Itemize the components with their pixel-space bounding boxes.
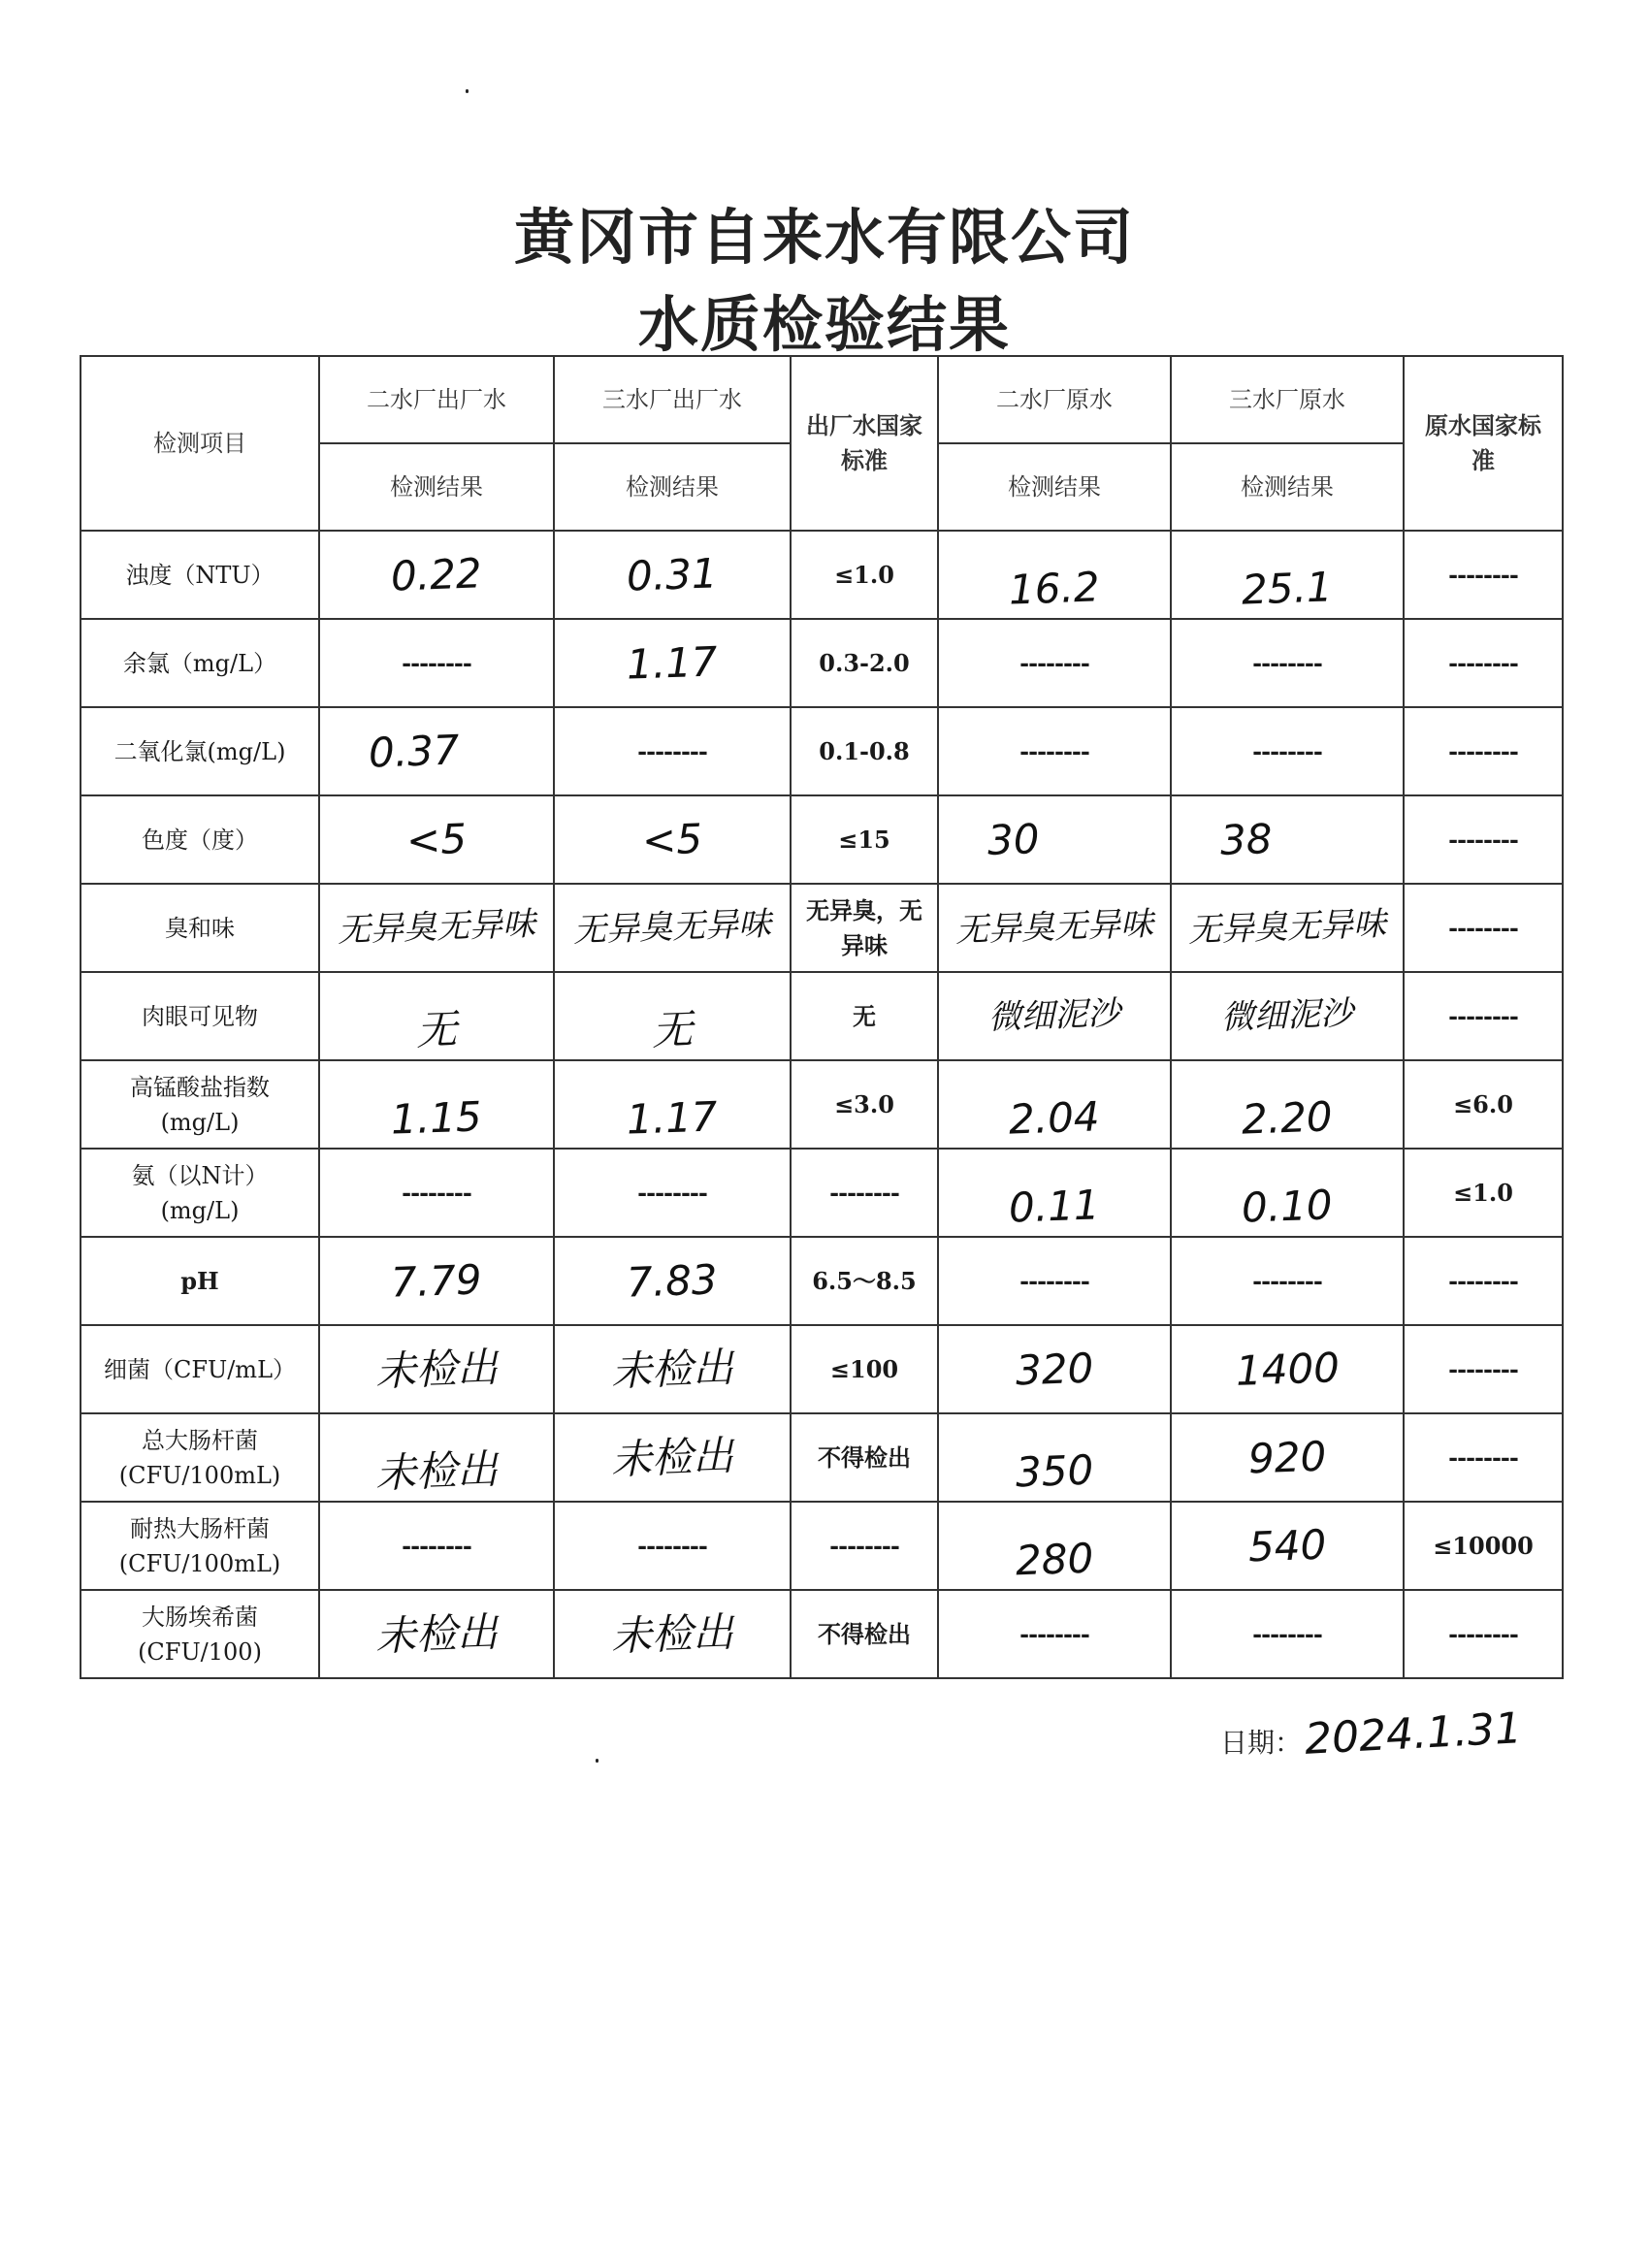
plant3-out-value: -------- xyxy=(554,1149,791,1237)
plant3-raw-value: 25.1 xyxy=(1241,563,1334,614)
row-item: 高锰酸盐指数(mg/L) xyxy=(81,1060,319,1149)
table-row xyxy=(81,531,1563,619)
raw-standard-value: -------- xyxy=(1404,707,1563,795)
row-item: 肉眼可见物 xyxy=(81,972,319,1060)
raw-standard-value: ≤6.0 xyxy=(1404,1060,1563,1149)
row-item: pH xyxy=(81,1237,319,1325)
plant2-out-value: -------- xyxy=(319,1149,554,1237)
plant2-raw-value: 16.2 xyxy=(1008,563,1101,614)
date-value: 2024.1.31 xyxy=(1303,1703,1524,1765)
plant3-raw-value: 2.20 xyxy=(1241,1092,1334,1144)
table-row xyxy=(81,707,1563,795)
row-item: 总大肠杆菌(CFU/100mL) xyxy=(81,1413,319,1502)
header-item: 检测项目 xyxy=(81,356,319,531)
out-standard-value: 无异臭，无异味 xyxy=(791,884,938,972)
table-row xyxy=(81,1502,1563,1590)
out-standard-value: 0.1-0.8 xyxy=(791,707,938,795)
plant3-raw-value: 无异臭无异味 xyxy=(1187,904,1387,951)
row-item: 细菌（CFU/mL） xyxy=(81,1325,319,1413)
plant2-raw-value: -------- xyxy=(938,707,1171,795)
plant3-out-value: -------- xyxy=(554,1502,791,1590)
out-standard-value: -------- xyxy=(791,1502,938,1590)
plant3-raw-value: 微细泥沙 xyxy=(1220,993,1354,1038)
raw-standard-value: -------- xyxy=(1404,795,1563,884)
table-row xyxy=(81,795,1563,884)
scan-speck xyxy=(466,89,469,93)
plant3-out-value: 未检出 xyxy=(610,1431,734,1484)
table-row xyxy=(81,1060,1563,1149)
plant3-raw-value: 540 xyxy=(1247,1520,1327,1571)
header-plant2-raw: 二水厂原水 xyxy=(938,356,1171,443)
row-item: 耐热大肠杆菌(CFU/100mL) xyxy=(81,1502,319,1590)
table-row xyxy=(81,1590,1563,1678)
out-standard-value: 不得检出 xyxy=(791,1413,938,1502)
plant2-raw-value: 320 xyxy=(1015,1344,1094,1395)
raw-standard-value: ≤10000 xyxy=(1404,1502,1563,1590)
plant2-raw-value: -------- xyxy=(938,619,1171,707)
plant2-out-value: 7.79 xyxy=(390,1255,483,1307)
raw-standard-value: -------- xyxy=(1404,1590,1563,1678)
plant2-out-value: -------- xyxy=(319,619,554,707)
plant3-out-value: 0.31 xyxy=(626,549,719,600)
plant3-out-value: 无异臭无异味 xyxy=(572,904,772,951)
row-item: 臭和味 xyxy=(81,884,319,972)
plant2-raw-value: 280 xyxy=(1015,1534,1094,1585)
plant2-raw-value: 2.04 xyxy=(1008,1092,1101,1144)
scan-speck xyxy=(596,1759,598,1763)
plant2-out-value: 无异臭无异味 xyxy=(337,904,536,951)
plant2-out-value: 0.22 xyxy=(390,549,483,600)
water-quality-table xyxy=(80,355,1564,1679)
header-plant2-out: 二水厂出厂水 xyxy=(319,356,554,443)
plant3-out-value: 7.83 xyxy=(626,1255,719,1307)
plant2-out-value: 未检出 xyxy=(374,1343,499,1396)
plant3-raw-value: -------- xyxy=(1171,1590,1404,1678)
out-standard-value: 不得检出 xyxy=(791,1590,938,1678)
plant3-raw-value: 1400 xyxy=(1234,1344,1341,1395)
plant2-out-value: 1.15 xyxy=(390,1092,483,1144)
plant3-out-value: 未检出 xyxy=(610,1343,734,1396)
row-item: 大肠埃希菌(CFU/100) xyxy=(81,1590,319,1678)
plant2-out-value: -------- xyxy=(319,1502,554,1590)
header-result: 检测结果 xyxy=(938,443,1171,531)
header-out-standard: 出厂水国家标准 xyxy=(791,356,938,531)
report-title: 水质检验结果 xyxy=(637,289,1011,360)
plant3-raw-value: -------- xyxy=(1171,1237,1404,1325)
out-standard-value: 0.3-2.0 xyxy=(791,619,938,707)
table-row xyxy=(81,884,1563,972)
table-row xyxy=(81,1413,1563,1502)
header-plant3-out: 三水厂出厂水 xyxy=(554,356,791,443)
plant2-out-value: 无 xyxy=(415,1005,458,1054)
header-result: 检测结果 xyxy=(1171,443,1404,531)
plant3-raw-value: -------- xyxy=(1171,707,1404,795)
raw-standard-value: ≤1.0 xyxy=(1404,1149,1563,1237)
raw-standard-value: -------- xyxy=(1404,531,1563,619)
plant3-out-value: 1.17 xyxy=(626,637,719,689)
plant2-raw-value: 微细泥沙 xyxy=(987,993,1121,1038)
plant2-raw-value: 无异臭无异味 xyxy=(954,904,1154,951)
row-item: 二氧化氯(mg/L) xyxy=(81,707,319,795)
plant2-raw-value: 350 xyxy=(1015,1445,1094,1497)
plant3-out-value: -------- xyxy=(554,707,791,795)
header-result: 检测结果 xyxy=(319,443,554,531)
plant2-raw-value: 0.11 xyxy=(1008,1181,1101,1232)
header-raw-standard: 原水国家标准 xyxy=(1404,356,1563,531)
row-item: 氨（以N计）(mg/L) xyxy=(81,1149,319,1237)
out-standard-value: ≤15 xyxy=(791,795,938,884)
date-label: 日期： xyxy=(1220,1727,1303,1759)
plant2-out-value: 未检出 xyxy=(374,1607,499,1661)
header-result: 检测结果 xyxy=(554,443,791,531)
out-standard-value: 6.5～8.5 xyxy=(791,1237,938,1325)
plant2-raw-value: -------- xyxy=(938,1590,1171,1678)
raw-standard-value: -------- xyxy=(1404,1413,1563,1502)
table-row xyxy=(81,1149,1563,1237)
plant3-raw-value: 38 xyxy=(1219,815,1274,864)
out-standard-value: ≤1.0 xyxy=(791,531,938,619)
header-plant3-raw: 三水厂原水 xyxy=(1171,356,1404,443)
plant3-out-value: <5 xyxy=(641,814,703,865)
plant2-out-value: 未检出 xyxy=(374,1444,499,1498)
plant3-raw-value: 920 xyxy=(1247,1432,1327,1483)
plant3-out-value: 未检出 xyxy=(610,1607,734,1661)
out-standard-value: 无 xyxy=(791,972,938,1060)
table-row xyxy=(81,619,1563,707)
plant3-out-value: 1.17 xyxy=(626,1092,719,1144)
row-item: 色度（度） xyxy=(81,795,319,884)
raw-standard-value: -------- xyxy=(1404,619,1563,707)
raw-standard-value: -------- xyxy=(1404,972,1563,1060)
plant2-out-value: <5 xyxy=(405,814,468,865)
plant2-raw-value: 30 xyxy=(986,815,1041,864)
out-standard-value: ≤100 xyxy=(791,1325,938,1413)
plant2-out-value: 0.37 xyxy=(368,726,461,777)
raw-standard-value: -------- xyxy=(1404,1325,1563,1413)
table-row xyxy=(81,972,1563,1060)
raw-standard-value: -------- xyxy=(1404,884,1563,972)
plant2-raw-value: -------- xyxy=(938,1237,1171,1325)
out-standard-value: ≤3.0 xyxy=(791,1060,938,1149)
plant3-raw-value: 0.10 xyxy=(1241,1181,1334,1232)
plant3-raw-value: -------- xyxy=(1171,619,1404,707)
row-item: 浊度（NTU） xyxy=(81,531,319,619)
table-row xyxy=(81,1325,1563,1413)
table-row xyxy=(81,1237,1563,1325)
raw-standard-value: -------- xyxy=(1404,1237,1563,1325)
plant3-out-value: 无 xyxy=(651,1005,694,1054)
row-item: 余氯（mg/L） xyxy=(81,619,319,707)
company-title: 黄冈市自来水有限公司 xyxy=(513,202,1135,273)
out-standard-value: -------- xyxy=(791,1149,938,1237)
